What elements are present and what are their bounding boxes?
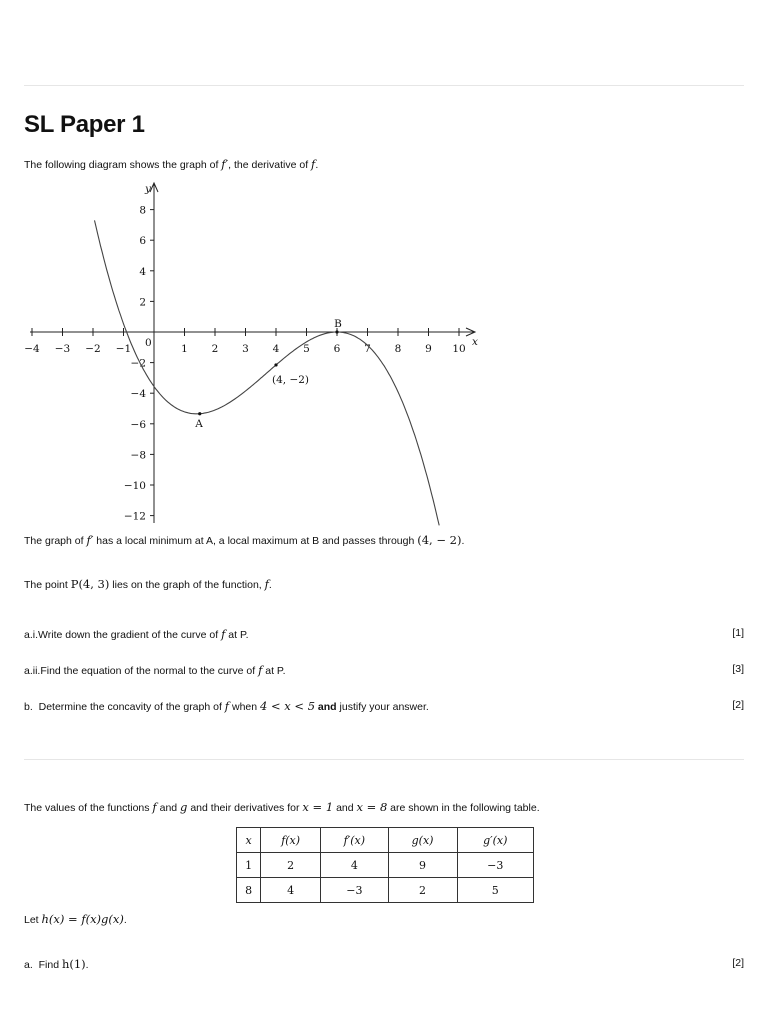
x-tick-label: 3 xyxy=(242,343,249,355)
table-row xyxy=(237,853,534,878)
y-axis-label: y xyxy=(145,183,151,195)
x-tick-label: −4 xyxy=(24,343,40,355)
q2-intro: The values of the functions f and g and their derivatives for x = 1 and x = 8 are shown in the following table. xyxy=(24,800,540,814)
x-tick-label: −3 xyxy=(54,343,71,355)
x-tick-label: −1 xyxy=(115,343,132,355)
section-divider xyxy=(24,759,744,760)
q1-point-text: The point P(4, 3) lies on the graph of the function, f. xyxy=(24,577,272,591)
x-tick-label: 4 xyxy=(272,343,280,355)
y-tick-label: −10 xyxy=(123,480,146,492)
origin-label: 0 xyxy=(145,337,152,349)
table-header-row xyxy=(237,828,534,853)
q2-let-text: Let h(x) = f(x)g(x). xyxy=(24,912,127,926)
y-tick-label: −12 xyxy=(123,510,146,523)
question-part: a.ii.Find the equation of the normal to the curve of f at P. xyxy=(24,663,286,677)
x-tick-label: 5 xyxy=(303,343,310,355)
table-cell: −3 xyxy=(321,878,389,903)
table-header: g(x) xyxy=(388,828,457,853)
marks-label: [2] xyxy=(732,957,744,969)
table-cell: −3 xyxy=(457,853,534,878)
point-a-marker xyxy=(198,412,201,415)
q1-intro: The following diagram shows the graph of f′, the derivative of f. xyxy=(24,157,319,171)
point-a-label: A xyxy=(195,418,203,430)
values-table xyxy=(236,827,534,903)
table-cell: 4 xyxy=(261,878,321,903)
y-tick-label: −4 xyxy=(130,388,146,401)
x-tick-label: 8 xyxy=(394,343,402,355)
marks-label: [3] xyxy=(732,663,744,675)
marks-label: [2] xyxy=(732,699,744,711)
y-tick-label: 4 xyxy=(139,265,146,278)
top-divider xyxy=(24,85,744,86)
table-cell: 2 xyxy=(388,878,457,903)
table-cell: 8 xyxy=(237,878,261,903)
marks-label: [1] xyxy=(732,627,744,639)
table-row xyxy=(237,878,534,903)
point-b-marker xyxy=(335,330,338,333)
point-b-label: B xyxy=(334,318,342,330)
table-header: x xyxy=(237,828,261,853)
table-header: g′(x) xyxy=(457,828,534,853)
x-tick-label: 2 xyxy=(211,343,219,355)
x-tick-label: 9 xyxy=(425,343,432,355)
table-cell: 1 xyxy=(237,853,261,878)
y-tick-label: 8 xyxy=(139,204,146,217)
table-cell: 4 xyxy=(321,853,389,878)
point-4-neg2-label: (4, −2) xyxy=(272,374,310,386)
table-cell: 2 xyxy=(261,853,321,878)
x-tick-label: 6 xyxy=(333,343,341,355)
x-axis-arrow xyxy=(466,328,475,336)
x-axis-label: x xyxy=(472,336,478,348)
y-tick-label: −8 xyxy=(130,449,146,462)
point-4-neg2-marker xyxy=(274,363,277,366)
question-part: a. Find h(1). xyxy=(24,957,89,971)
table-header: f(x) xyxy=(261,828,321,853)
x-tick-label: 1 xyxy=(181,343,188,355)
question-part: b. Determine the concavity of the graph of f when 4 < x < 5 and justify your answer. xyxy=(24,699,429,713)
table-header: f′(x) xyxy=(321,828,389,853)
q1-graph-text: The graph of f′ has a local minimum at A, a local maximum at B and passes through (4, − 2). xyxy=(24,533,465,547)
y-tick-label: 6 xyxy=(139,235,146,248)
y-tick-label: −6 xyxy=(130,418,146,431)
derivative-curve xyxy=(95,220,440,525)
table-cell: 5 xyxy=(457,878,534,903)
x-tick-label: −2 xyxy=(85,343,101,355)
page-title: SL Paper 1 xyxy=(24,111,145,138)
question-part: a.i.Write down the gradient of the curve of f at P. xyxy=(24,627,249,641)
y-axis-arrow xyxy=(150,183,158,192)
y-tick-label: 2 xyxy=(139,296,146,309)
x-tick-label: 10 xyxy=(452,343,466,355)
table-cell: 9 xyxy=(388,853,457,878)
x-tick-label: 7 xyxy=(364,343,371,355)
y-tick-label: −2 xyxy=(130,357,146,370)
